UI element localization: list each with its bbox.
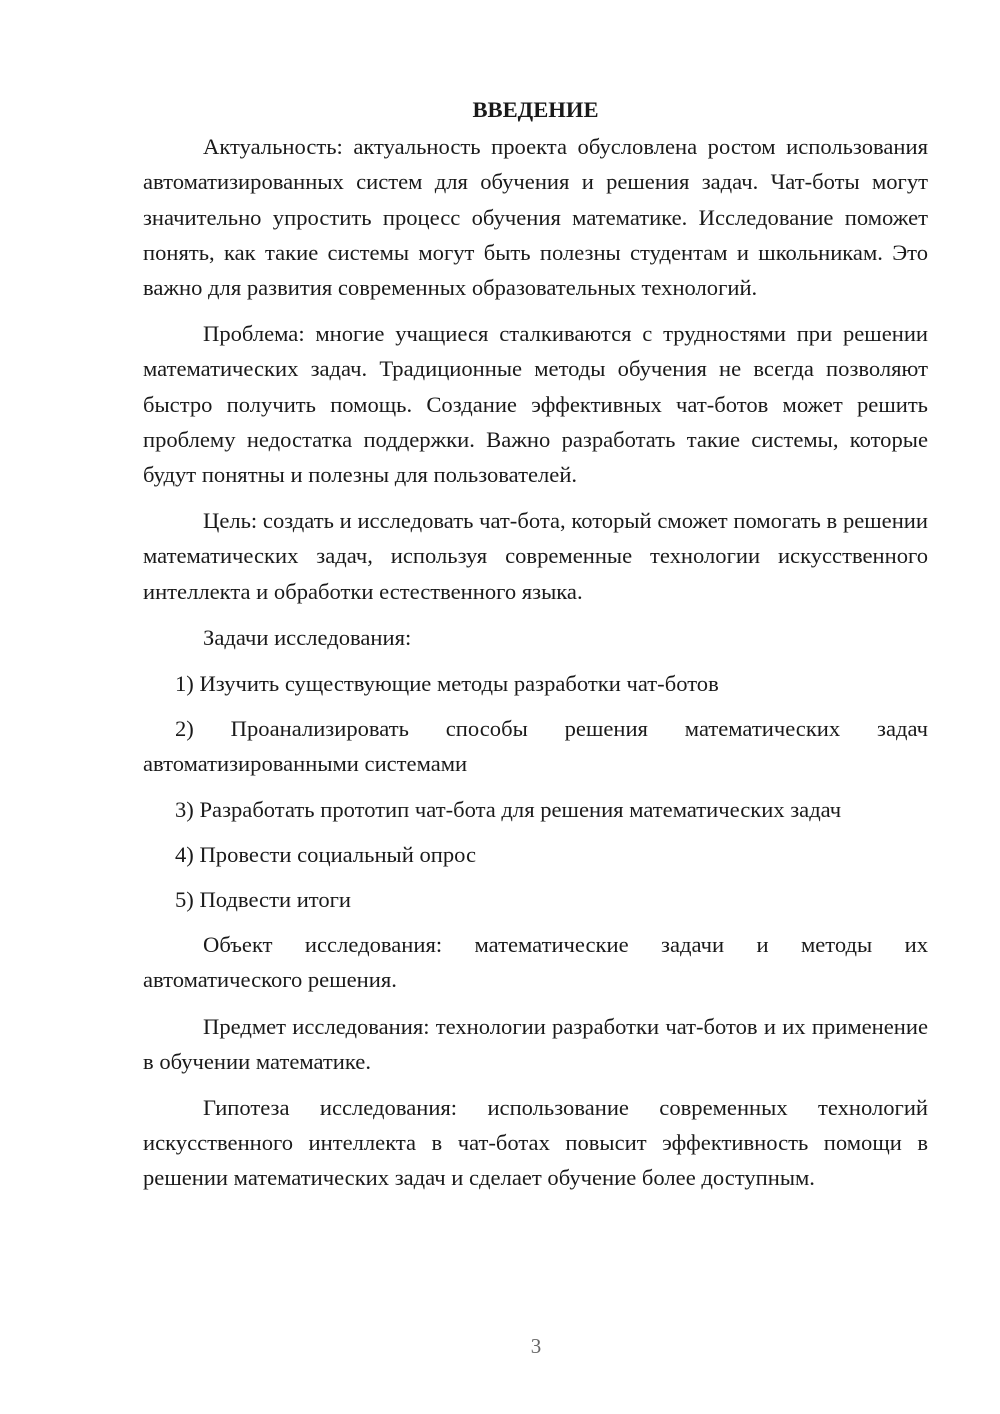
paragraph-subject: Предмет исследования: технологии разработки чат-ботов и их применение в обучении математике.	[143, 1013, 928, 1074]
task-item-5: 5) Подвести итоги	[175, 887, 352, 913]
paragraph-problem: Проблема: многие учащиеся сталкиваются с трудностями при решении математических задач. Традиционные методы обучения не всегда позволяют быстро получить помощь. Создание эффективных чат-ботов может решить проблему недостатка поддержки. Важно разработать такие системы, которые будут понятны и полезны для пользователей.	[143, 321, 928, 488]
section-heading: ВВЕДЕНИЕ	[472, 97, 599, 122]
task-item-2: 2) Проанализировать способы решения математических задач автоматизированными системами	[143, 716, 928, 777]
page-number: 3	[530, 1334, 542, 1358]
paragraph-relevance: Актуальность: актуальность проекта обусловлена ростом использования автоматизированных систем для обучения и решения задач. Чат-боты могут значительно упростить процесс обучения математике. Исследование поможет понять, как такие системы могут быть полезны студентам и школьникам. Это важно для развития современных образовательных технологий.	[143, 134, 928, 301]
document-body	[143, 92, 928, 1196]
task-item-1: 1) Изучить существующие методы разработки чат-ботов	[175, 671, 719, 697]
tasks-title: Задачи исследования:	[203, 624, 412, 650]
task-item-4: 4) Провести социальный опрос	[175, 841, 477, 867]
paragraph-object: Объект исследования: математические задачи и методы их автоматического решения.	[143, 932, 928, 993]
task-item-3: 3) Разработать прототип чат-бота для решения математических задач	[175, 796, 842, 822]
paragraph-hypothesis: Гипотеза исследования: использование современных технологий искусственного интеллекта в чат-ботах повысит эффективность помощи в решении математических задач и сделает обучение более доступным.	[143, 1095, 928, 1191]
paragraph-goal: Цель: создать и исследовать чат-бота, который сможет помогать в решении математических задач, используя современные технологии искусственного интеллекта и обработки естественного языка.	[143, 508, 928, 604]
